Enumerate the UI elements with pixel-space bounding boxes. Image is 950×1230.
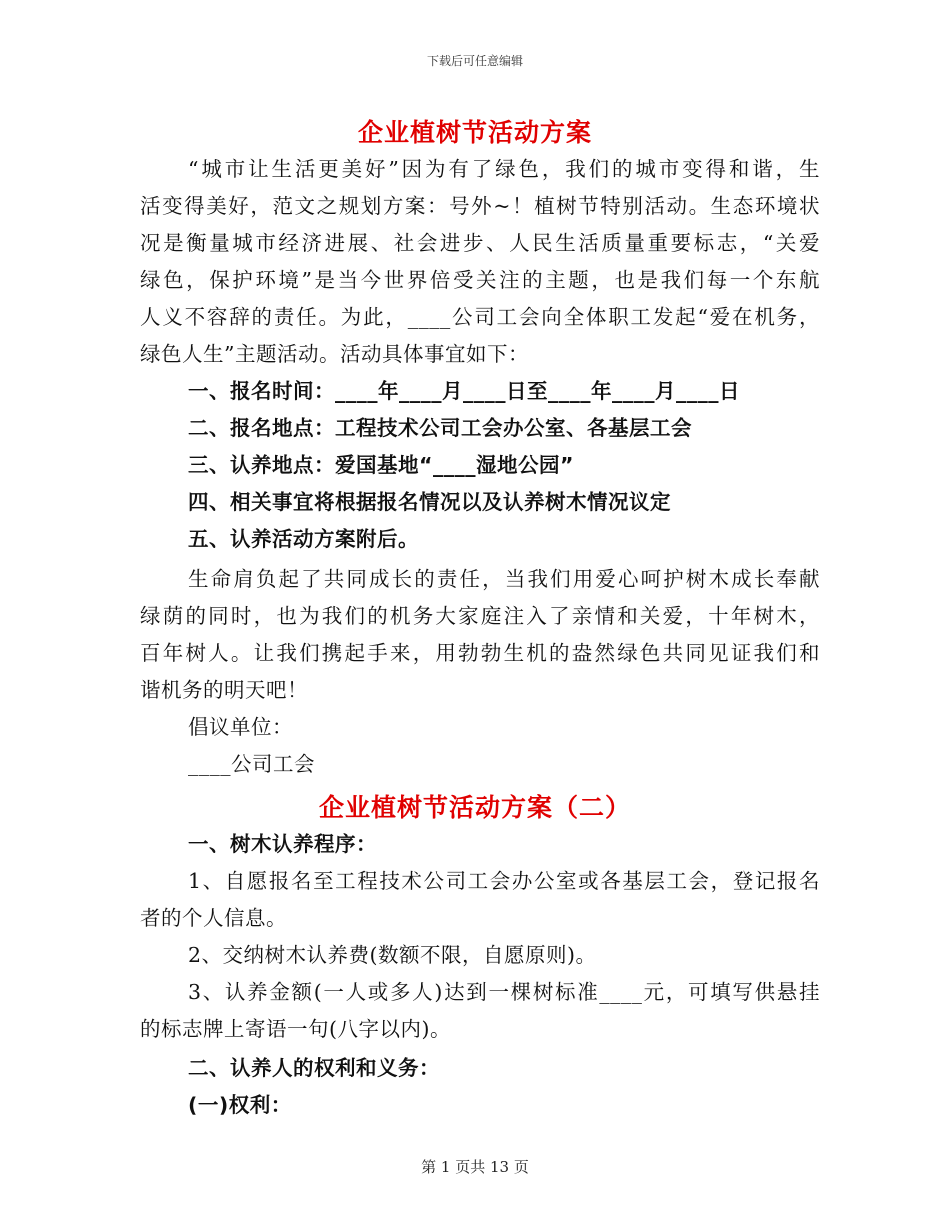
paragraph-line: 的标志牌上寄语一句(八字以内)。 bbox=[140, 1017, 451, 1041]
list-item: 三、认养地点：爱国基地“____湿地公园” bbox=[188, 453, 574, 477]
paragraph-line: 绿色，保护环境”是当今世界倍受关注的主题，也是我们每一个东航 bbox=[140, 268, 820, 292]
list-item: 四、相关事宜将根据报名情况以及认养树木情况议定 bbox=[188, 490, 671, 514]
section-heading: (一)权利： bbox=[188, 1093, 292, 1117]
signature-name: ____公司工会 bbox=[188, 752, 315, 776]
paragraph-line: 绿色人生”主题活动。活动具体事宜如下： bbox=[140, 342, 529, 366]
page-footer: 第 1 页共 13 页 bbox=[421, 1158, 529, 1176]
signature-label: 倡议单位： bbox=[188, 715, 293, 739]
paragraph-line: 绿荫的同时，也为我们的机务大家庭注入了亲情和关爱，十年树木， bbox=[140, 604, 820, 628]
paragraph-line: 生命肩负起了共同成长的责任，当我们用爱心呵护树木成长奉献 bbox=[188, 567, 820, 591]
paragraph-line: 百年树人。让我们携起手来，用勃勃生机的盎然绿色共同见证我们和 bbox=[140, 641, 820, 665]
paragraph-line: 人义不容辞的责任。为此，____公司工会向全体职工发起“爱在机务， bbox=[140, 305, 820, 329]
document-title: 企业植树节活动方案 bbox=[357, 118, 592, 147]
list-item: 二、报名地点：工程技术公司工会办公室、各基层工会 bbox=[188, 416, 692, 440]
paragraph-line: “城市让生活更美好”因为有了绿色，我们的城市变得和谐，生 bbox=[188, 157, 820, 181]
paragraph-line: 者的个人信息。 bbox=[140, 906, 287, 930]
section-title: 企业植树节活动方案（二） bbox=[318, 793, 631, 822]
section-heading: 二、认养人的权利和义务： bbox=[188, 1056, 440, 1080]
page-header-note: 下载后可任意编辑 bbox=[426, 54, 523, 68]
paragraph-line: 2、交纳树木认养费(数额不限，自愿原则)。 bbox=[188, 943, 597, 967]
paragraph-line: 3、认养金额(一人或多人)达到一棵树标准____元，可填写供悬挂 bbox=[188, 980, 820, 1004]
paragraph-line: 活变得美好，范文之规划方案：号外~！植树节特别活动。生态环境状 bbox=[140, 194, 820, 218]
paragraph-line: 况是衡量城市经济进展、社会进步、人民生活质量重要标志，“关爱 bbox=[140, 231, 820, 255]
paragraph-line: 谐机务的明天吧！ bbox=[140, 678, 308, 702]
section-heading: 一、树木认养程序： bbox=[188, 832, 377, 856]
paragraph-line: 1、自愿报名至工程技术公司工会办公室或各基层工会，登记报名 bbox=[188, 869, 820, 893]
list-item: 五、认养活动方案附后。 bbox=[188, 527, 419, 551]
list-item: 一、报名时间：____年____月____日至____年____月____日 bbox=[188, 379, 740, 403]
